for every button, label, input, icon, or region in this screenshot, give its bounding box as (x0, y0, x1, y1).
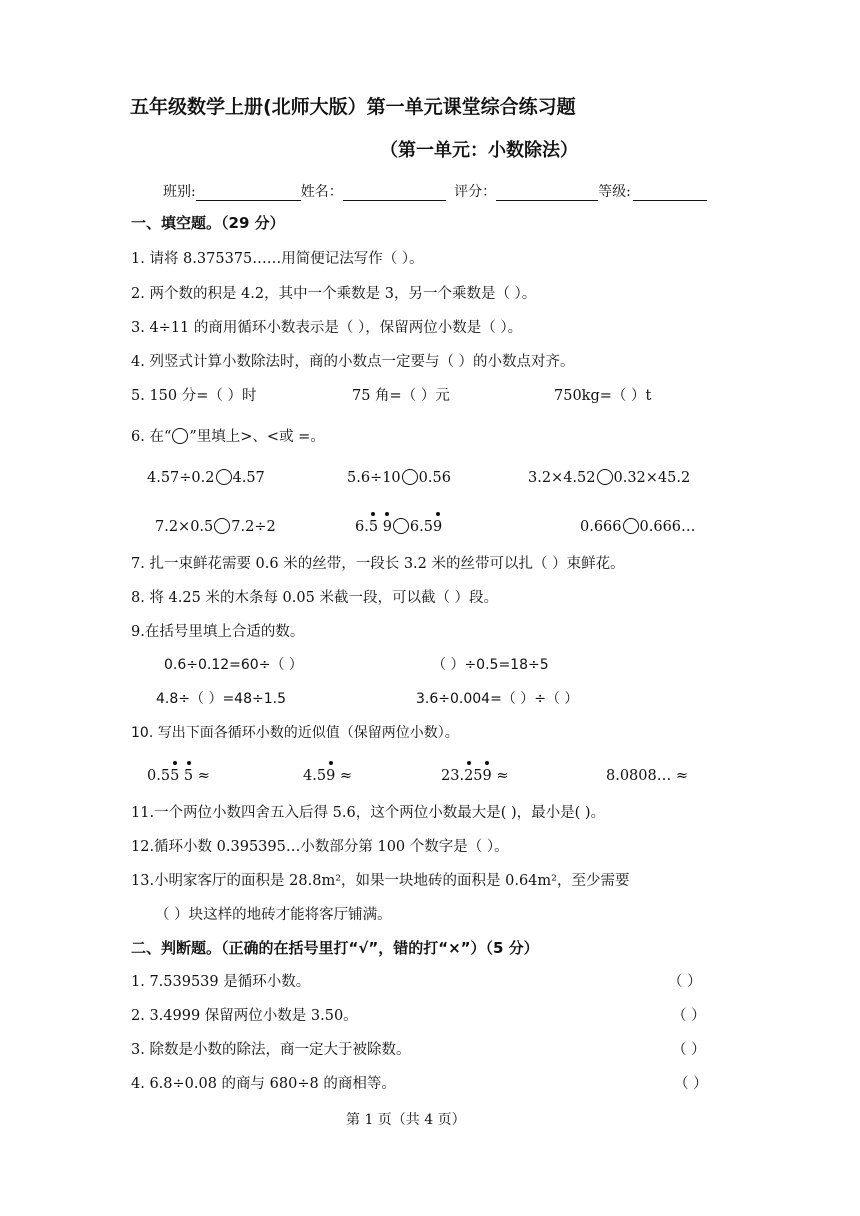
approx-item-1 (147, 768, 210, 784)
compare-left: 3.2×4.52 (528, 470, 596, 486)
compare-circle-icon[interactable] (214, 518, 230, 534)
question-13a: 13.小明家客厅的面积是 28.8m²，如果一块地砖的面积是 0.64m²，至少需要 (131, 873, 630, 889)
compare-item-2 (347, 469, 451, 486)
compare-circle-icon[interactable] (597, 469, 613, 485)
question-6 (131, 425, 325, 446)
compare-circle-icon[interactable] (402, 469, 418, 485)
question-8: 8. 将 4.25 米的木条每 0.05 米截一段，可以截（ ）段。 (131, 590, 499, 606)
approx-item-4: 8.0808… ≈ (606, 768, 688, 784)
repeating-digit: 5 (183, 768, 194, 784)
name-label: 姓名： (300, 184, 343, 200)
compare-right: 0.666… (639, 519, 696, 535)
compare-item-4 (155, 518, 276, 535)
question-11: 11.一个两位小数四舍五入后得 5.6，这个两位小数最大是( )，最小是( )。 (131, 805, 606, 821)
score-blank[interactable] (496, 184, 598, 201)
judge-answer-1[interactable]: （ ） (668, 974, 702, 990)
judge-answer-3[interactable]: （ ） (672, 1042, 706, 1058)
question-5a: 5. 150 分=（ ）时 (131, 388, 257, 404)
num-part: 6.5 (409, 519, 433, 535)
compare-item-3 (528, 469, 690, 486)
page-footer: 第 1 页（共 4 页） (346, 1112, 466, 1128)
num-part: 4.5 (303, 768, 327, 784)
judge-item-2: 2. 3.4999 保留两位小数是 3.50。 (131, 1008, 358, 1024)
q6-prefix: 6. 在“ (131, 429, 172, 445)
approx-sign: ≈ (491, 768, 509, 784)
question-3: 3. 4÷11 的商用循环小数表示是（ ），保留两位小数是（ ）。 (131, 320, 523, 336)
repeating-digit: 5 (368, 519, 379, 535)
compare-circle-icon[interactable] (623, 518, 639, 534)
question-9a: 0.6÷0.12=60÷（ ） (164, 657, 303, 673)
repeating-digit: 9 (482, 768, 492, 784)
compare-circle-icon[interactable] (393, 518, 409, 534)
student-info-row (163, 181, 707, 201)
compare-left: 4.57÷0.2 (147, 470, 215, 486)
question-5b: 75 角=（ ）元 (352, 388, 450, 404)
question-9: 9.在括号里填上合适的数。 (131, 624, 305, 640)
class-blank[interactable] (196, 184, 301, 201)
approx-item-3 (441, 768, 509, 784)
grade-label: 等级: (598, 184, 631, 200)
q6-suffix: ”里填上>、<或 =。 (189, 429, 325, 445)
grade-blank[interactable] (633, 184, 707, 201)
question-9c: 4.8÷（ ）=48÷1.5 (156, 691, 286, 707)
question-2: 2. 两个数的积是 4.2，其中一个乘数是 3，另一个乘数是（ ）。 (131, 286, 537, 302)
repeating-digit: 2 (464, 768, 474, 784)
question-4: 4. 列竖式计算小数除法时，商的小数点一定要与（ ）的小数点对齐。 (131, 354, 575, 370)
section-1-heading: 一、填空题。（29 分） (131, 214, 285, 232)
num-part: 6. (355, 519, 369, 535)
compare-right: 0.32×45.2 (613, 470, 691, 486)
question-7: 7. 扎一束鲜花需要 0.6 米的丝带，一段长 3.2 米的丝带可以扎（ ）束鲜花。 (131, 556, 625, 572)
repeating-digit: 9 (382, 519, 392, 535)
question-5c: 750kg=（ ）t (554, 388, 652, 404)
compare-left: 7.2×0.5 (155, 519, 214, 535)
judge-answer-4[interactable]: （ ） (674, 1076, 708, 1092)
question-10: 10. 写出下面各循环小数的近似值（保留两位小数）。 (131, 725, 459, 741)
name-blank[interactable] (343, 184, 446, 201)
judge-item-4: 4. 6.8÷0.08 的商与 680÷8 的商相等。 (131, 1076, 396, 1092)
section-2-heading: 二、判断题。（正确的在括号里打“√”，错的打“×”）（5 分） (131, 939, 539, 957)
approx-item-2 (303, 768, 352, 784)
compare-right: 4.57 (232, 470, 265, 486)
compare-left: 0.666 (580, 519, 622, 535)
judge-item-1: 1. 7.539539 是循环小数。 (131, 974, 311, 990)
approx-sign: ≈ (193, 768, 210, 784)
question-13b: （ ）块这样的地砖才能将客厅铺满。 (155, 907, 392, 923)
question-9b: （ ）÷0.5=18÷5 (432, 657, 549, 673)
compare-circle-icon[interactable] (216, 469, 232, 485)
repeating-digit: 9 (326, 768, 336, 784)
compare-item-6 (580, 518, 696, 535)
compare-item-1 (147, 469, 265, 486)
num-part: 0.5 (147, 768, 171, 784)
circle-icon (172, 428, 188, 444)
class-label: 班别: (163, 184, 196, 200)
page-title: 五年级数学上册(北师大版）第一单元课堂综合练习题 (130, 96, 576, 118)
num-part: 5 (473, 768, 483, 784)
approx-sign: ≈ (335, 768, 353, 784)
score-label: 评分： (454, 184, 497, 200)
compare-right: 0.56 (418, 470, 451, 486)
judge-answer-2[interactable]: （ ） (672, 1008, 706, 1024)
repeating-digit: 5 (170, 768, 180, 784)
question-1: 1. 请将 8.375375……用简便记法写作（ ）。 (131, 251, 424, 267)
compare-right: 7.2÷2 (231, 519, 276, 535)
num-part: 23. (441, 768, 465, 784)
question-9d: 3.6÷0.004=（ ）÷（ ） (416, 691, 579, 707)
question-12: 12.循环小数 0.395395…小数部分第 100 个数字是（ ）。 (131, 839, 509, 855)
compare-left: 5.6÷10 (347, 470, 401, 486)
compare-item-5 (355, 518, 442, 535)
judge-item-3: 3. 除数是小数的除法，商一定大于被除数。 (131, 1042, 411, 1058)
repeating-digit: 9 (432, 519, 443, 535)
page-subtitle: （第一单元：小数除法） (380, 140, 578, 161)
